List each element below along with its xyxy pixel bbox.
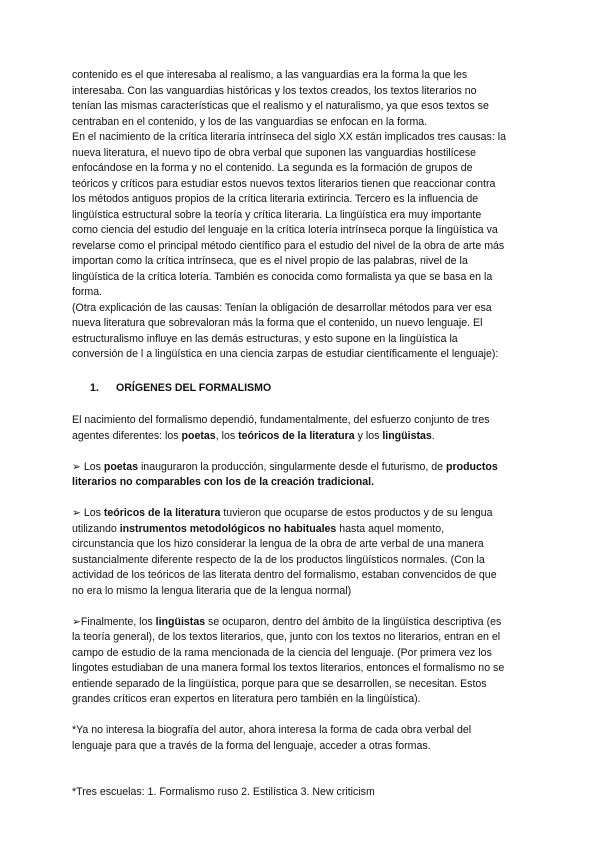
text-line (72, 460, 530, 476)
text-line: teóricos y críticos para estudiar estos nuevos textos literarios tienen que reaccionar contra (72, 177, 496, 190)
bold-term: lingüistas (382, 429, 432, 442)
text-line: En el nacimiento de la crítica literaria intrínseca del siglo XX están implicados tres causas: la (72, 131, 506, 143)
text-line: El nacimiento del formalismo dependió, fundamentalmente, del esfuerzo conjunto de tres (72, 414, 490, 426)
text-line: forma. (72, 286, 103, 298)
text-line: lingüística estructural sobre la teoría y crítica literaria. La lingüística era muy importante (72, 208, 482, 221)
bold-term: instrumentos metodológicos no habituales (119, 522, 337, 535)
text-span: se ocuparon, dentro del ámbito de la lingüística descriptiva (es (205, 615, 502, 628)
text-span: y los (354, 429, 383, 442)
teoricos-paragraph (72, 506, 530, 599)
text-line: revelarse como el principal método científico para el estudio del nivel de la obra de arte más (72, 239, 505, 252)
schools-note: *Tres escuelas: 1. Formalismo ruso 2. Estilística 3. New criticism (72, 786, 375, 798)
text-line (72, 522, 530, 538)
section-heading (72, 381, 530, 397)
bold-term: productos (446, 460, 498, 473)
origin-paragraph (72, 413, 530, 444)
text-span: . (431, 429, 435, 442)
text-line (72, 429, 530, 445)
text-line: como ciencia del estudio del lenguaje en la crítica lotería intrínseca porque la lingüística va (72, 224, 498, 236)
text-line: los métodos antiguos propios de la crítica literaria extirincia. Tercero es la influencia de (72, 193, 479, 205)
text-line: conversión de l a lingüística en una ciencia zarpas de estudiar científicamente el lenguaje): (72, 348, 499, 360)
text-line (72, 506, 530, 522)
text-line: la teoría general), de los textos literarios, que, junto con los textos no literarios, entran en el (72, 631, 501, 643)
text-line: campo de estudio de la rama mencionada de la ciencia del lenguaje. (Por primera vez los (72, 646, 492, 659)
text-line (72, 615, 530, 631)
text-span: utilizando (72, 522, 120, 535)
text-line: nueva literatura que sobrevaloran más la forma que el contenido, un nuevo lenguaje. El (72, 317, 483, 329)
bold-term: lingüistas (155, 615, 206, 628)
text-line: importan como la crítica intrínseca, que es el nivel propio de las palabras, nivel de la (72, 255, 468, 267)
text-span: inauguraron la producción, singularmente desde el futurismo, de (138, 460, 446, 473)
text-line: enfocándose en la forma y no el contenido. La segunda es la formación de grupos de (72, 162, 473, 174)
text-span: hasta aquel momento, (336, 522, 445, 535)
text-line: estructuralismo influye en las demás estructuras, y esto supone en la lingüística la (72, 332, 458, 345)
text-line: lenguaje para que a través de la forma del lenguaje, acceder a otras formas. (72, 739, 431, 752)
text-line: lingotes estudiaban de una manera formal los textos literarios, entonces el formalismo no se (72, 662, 505, 674)
section-number: 1. (90, 381, 99, 394)
text-span: ➢Finalmente, los (72, 615, 156, 628)
text-span: ➢ Los (72, 507, 104, 519)
bold-term: poetas (103, 460, 138, 473)
text-line: no era lo mismo la lengua literaria que de la lengua normal) (72, 584, 352, 597)
poetas-paragraph (72, 460, 530, 491)
text-line: circunstancia que los hizo considerar la lengua de la obra de arte verbal de una manera (72, 538, 484, 550)
text-span: , los (215, 429, 239, 442)
text-line (72, 475, 530, 491)
text-line: entiende separado de la lingüística, porque para que se desarrollen, se necesitan. Estos (72, 677, 487, 690)
text-line: sustancialmente diferente respecto de la de los productos lingüísticos normales. (Con la (72, 553, 485, 566)
linguistas-paragraph (72, 615, 530, 708)
note-paragraph (72, 723, 530, 754)
section-title: ORÍGENES DEL FORMALISMO (116, 381, 272, 394)
text-span: agentes diferentes: los (72, 429, 182, 442)
document-page (72, 68, 530, 801)
other-causes-paragraph (72, 301, 530, 363)
bold-term: literarios no comparables con los de la creación tradicional. (72, 476, 375, 488)
text-line: interesaba. Con las vanguardias históricas y los textos creados, los textos literarios no (72, 84, 477, 97)
text-line: lingüística de la crítica lotería. También es conocida como formalista ya que se basa en la (72, 270, 493, 283)
text-line: grandes críticos eran expertos en literatura pero también en la lingüística). (72, 693, 421, 705)
text-line: contenido es el que interesaba al realismo, a las vanguardias era la forma la que les (72, 69, 468, 81)
causes-paragraph (72, 130, 530, 301)
bold-term: teóricos de la literatura (238, 429, 355, 442)
text-line: nueva literatura, el nuevo tipo de obra verbal que suponen las vanguardias hostilícese (72, 146, 477, 159)
intro-paragraph (72, 68, 530, 130)
text-line: (Otra explicación de las causas: Tenían la obligación de desarrollar métodos para ver esa (72, 301, 492, 314)
bold-term: teóricos de la literatura (103, 507, 221, 519)
text-line: tenían las mismas características que el realismo y el naturalismo, ya que esos textos se (72, 100, 489, 112)
text-line: actividad de los teóricos de las literata dentro del formalismo, estaban convencidos de que (72, 569, 497, 581)
text-span: tuvieron que ocuparse de estos productos y de su lengua (220, 507, 493, 519)
bold-term: poetas (181, 429, 216, 442)
text-line: centraban en el contenido, y los de las vanguardias se enfocan en la forma. (72, 115, 428, 128)
text-line: *Ya no interesa la biografía del autor, ahora interesa la forma de cada obra verbal del (72, 724, 472, 736)
text-span: ➢ Los (72, 460, 104, 473)
